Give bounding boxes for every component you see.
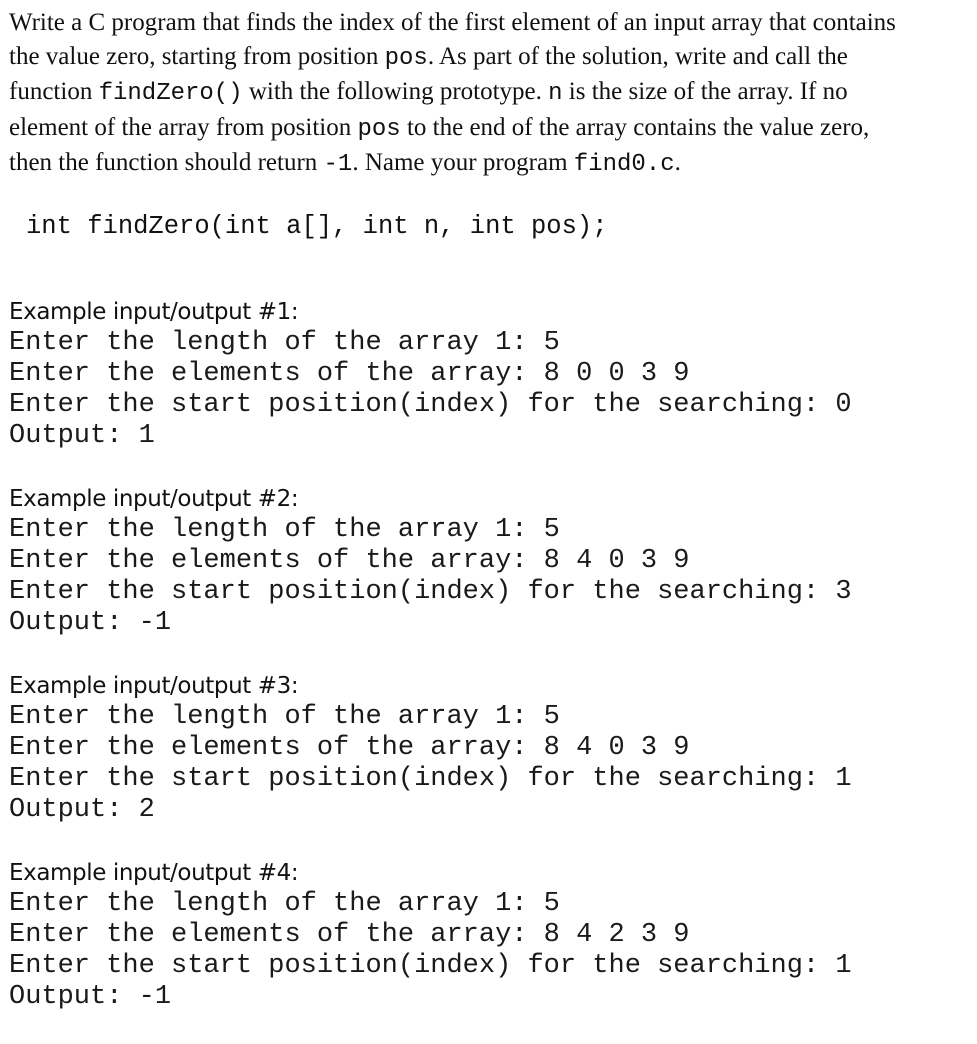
inline-code: findZero() xyxy=(98,80,243,108)
inline-code: n xyxy=(548,80,563,108)
assignment-document xyxy=(9,6,971,243)
inline-code: pos xyxy=(357,115,401,143)
statement-text: . Name your program xyxy=(352,149,574,177)
statement-text: with the following prototype. xyxy=(242,78,549,106)
io-line: Enter the length of the array 1: 5 xyxy=(9,328,560,358)
io-line: Enter the elements of the array: 8 0 0 3 9 xyxy=(9,359,690,389)
io-line: Enter the length of the array 1: 5 xyxy=(9,515,560,545)
statement-text: then the function should return xyxy=(9,149,324,177)
io-line: Enter the length of the array 1: 5 xyxy=(9,702,560,732)
examples-section xyxy=(9,296,971,1044)
statement-line xyxy=(9,75,971,111)
io-line: Output: -1 xyxy=(9,982,172,1012)
problem-statement xyxy=(9,6,971,182)
statement-line xyxy=(9,40,971,76)
statement-text: to the end of the array contains the value zero, xyxy=(400,113,870,141)
io-line: Enter the elements of the array: 8 4 2 3 9 xyxy=(9,920,690,950)
statement-text: . As part of the solution, write and call the xyxy=(427,42,848,70)
example-title: Example input/output #4: xyxy=(9,860,299,886)
statement-line xyxy=(9,146,971,182)
statement-text: . xyxy=(674,149,681,177)
example-block xyxy=(9,857,971,1044)
io-line: Enter the elements of the array: 8 4 0 3 9 xyxy=(9,546,690,576)
io-line: Output: 1 xyxy=(9,421,155,451)
example-title: Example input/output #2: xyxy=(9,486,299,512)
example-block xyxy=(9,483,971,670)
io-line: Enter the start position(index) for the searching: 1 xyxy=(9,951,852,981)
example-title: Example input/output #1: xyxy=(9,299,299,325)
io-line: Enter the start position(index) for the searching: 3 xyxy=(9,577,852,607)
statement-text: is the size of the array. If no xyxy=(562,78,848,106)
statement-text: the value zero, starting from position xyxy=(9,42,385,70)
statement-line xyxy=(9,111,971,147)
example-block xyxy=(9,670,971,857)
inline-code: -1 xyxy=(323,151,353,179)
inline-code: find0.c xyxy=(573,151,675,179)
io-line: Output: 2 xyxy=(9,795,155,825)
io-line: Enter the start position(index) for the searching: 1 xyxy=(9,764,852,794)
example-block xyxy=(9,296,971,483)
example-title: Example input/output #3: xyxy=(9,673,299,699)
function-prototype: int findZero(int a[], int n, int pos); xyxy=(26,211,608,241)
statement-text: element of the array from position xyxy=(9,113,358,141)
statement-line xyxy=(9,6,971,40)
io-line: Enter the elements of the array: 8 4 0 3 9 xyxy=(9,733,690,763)
statement-text: function xyxy=(9,78,99,106)
io-line: Output: -1 xyxy=(9,608,172,638)
io-line: Enter the length of the array 1: 5 xyxy=(9,889,560,919)
io-line: Enter the start position(index) for the searching: 0 xyxy=(9,390,852,420)
statement-text: Write a C program that finds the index of the first element of an input array that contains xyxy=(9,9,896,36)
inline-code: pos xyxy=(384,44,428,72)
